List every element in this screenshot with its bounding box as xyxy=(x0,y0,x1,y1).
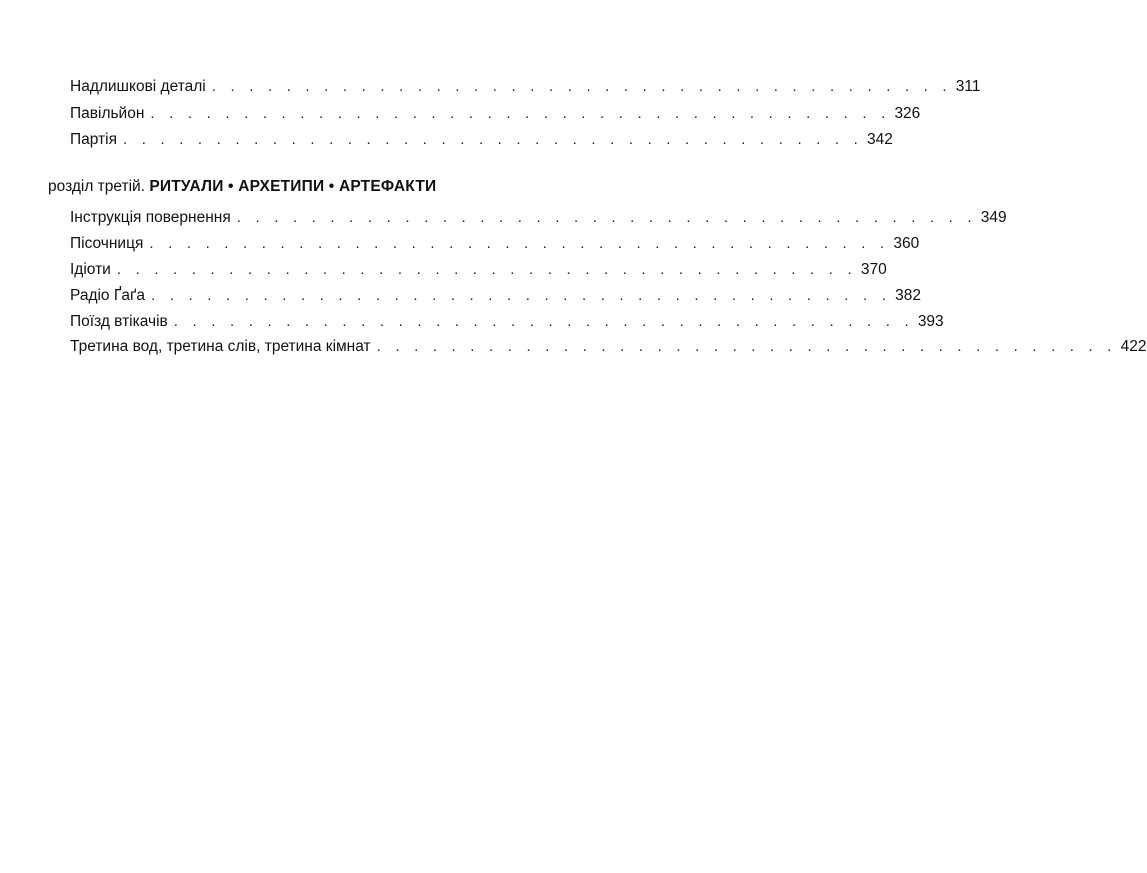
dot-leader: . . . . . . . . . . . . . . . . . . . . . . . . . . . . . . . . . . . . . . . . xyxy=(376,338,1117,355)
section-heading[interactable] xyxy=(48,178,436,196)
dot-leader: . . . . . . . . . . . . . . . . . . . . . . . . . . . . . . . . . . . . . . . . xyxy=(151,287,892,304)
dot-leader: . . . . . . . . . . . . . . . . . . . . . . . . . . . . . . . . . . . . . . . . xyxy=(149,235,890,252)
toc-entry-title: Пісочниця xyxy=(70,235,144,252)
toc-entry-page: 326 xyxy=(894,105,921,122)
toc-entry-page: 342 xyxy=(867,131,893,148)
toc-entry[interactable] xyxy=(70,257,887,279)
toc-entry[interactable] xyxy=(70,74,981,96)
dot-leader: . . . . . . . . . . . . . . . . . . . . . . . . . . . . . . . . . . . . . . . . xyxy=(173,313,914,330)
toc-entry-page: 422 xyxy=(1120,338,1147,355)
toc-entry-title: Інструкція повернення xyxy=(70,209,231,226)
toc-entry[interactable] xyxy=(70,205,1007,227)
toc-entry-title: Радіо Ґаґа xyxy=(70,287,146,304)
toc-entry[interactable] xyxy=(70,283,921,305)
toc-entry-title: Павільйон xyxy=(70,105,145,122)
toc-entry[interactable] xyxy=(70,334,1147,356)
toc-entry-page: 382 xyxy=(895,287,921,304)
dot-leader: . . . . . . . . . . . . . . . . . . . . . . . . . . . . . . . . . . . . . . . . xyxy=(211,78,952,95)
toc-entry-title: Надлишкові деталі xyxy=(70,78,206,95)
dot-leader: . . . . . . . . . . . . . . . . . . . . . . . . . . . . . . . . . . . . . . . . xyxy=(236,209,977,226)
section-title: РИТУАЛИ • АРХЕТИПИ • АРТЕФАКТИ xyxy=(149,178,437,195)
section-label: розділ третій. xyxy=(48,178,146,195)
toc-entry-title: Ідіоти xyxy=(70,261,111,278)
toc-entry[interactable] xyxy=(70,127,893,149)
toc-entry-page: 370 xyxy=(860,261,887,278)
toc-entry-page: 360 xyxy=(893,235,920,252)
dot-leader: . . . . . . . . . . . . . . . . . . . . . . . . . . . . . . . . . . . . . . . . xyxy=(150,105,891,122)
toc-entry-page: 311 xyxy=(955,78,981,95)
toc-entry-page: 393 xyxy=(917,313,944,330)
toc-entry[interactable] xyxy=(70,309,944,331)
dot-leader: . . . . . . . . . . . . . . . . . . . . . . . . . . . . . . . . . . . . . . . . xyxy=(116,261,857,278)
toc-entry[interactable] xyxy=(70,101,921,123)
toc-entry-title: Третина вод, третина слів, третина кімнат xyxy=(70,338,371,355)
toc-entry[interactable] xyxy=(70,231,920,253)
toc-entry-title: Партія xyxy=(70,131,117,148)
toc-entry-title: Поїзд втікачів xyxy=(70,313,168,330)
toc-entry-page: 349 xyxy=(980,209,1007,226)
dot-leader: . . . . . . . . . . . . . . . . . . . . . . . . . . . . . . . . . . . . . . . . xyxy=(122,131,864,148)
